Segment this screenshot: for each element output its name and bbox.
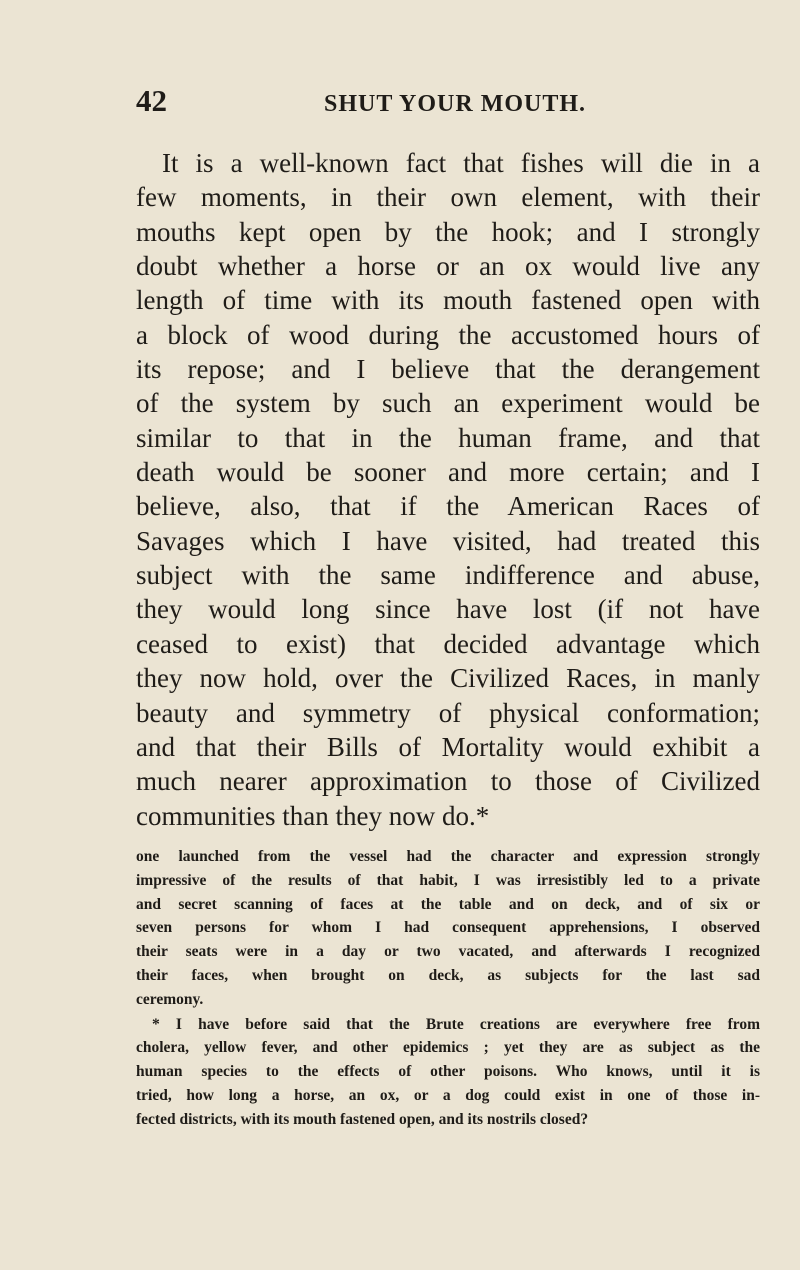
- footnote-line: one launched from the vessel had the character and expression strongly: [136, 848, 760, 865]
- body-line: and that their Bills of Mortality would exhibit a: [136, 731, 760, 762]
- footnote-line: fected districts, with its mouth fastened open, and its nostrils closed?: [136, 1110, 589, 1128]
- body-line: much nearer approximation to those of Civilized: [136, 766, 760, 797]
- body-line: It is a well-known fact that fishes will die in a: [162, 148, 760, 178]
- body-line: similar to that in the human frame, and that: [136, 422, 760, 453]
- body-paragraph: [136, 146, 760, 833]
- body-line: they now hold, over the Civilized Races, in manly: [136, 663, 760, 694]
- body-line: doubt whether a horse or an ox would live any: [136, 251, 760, 282]
- body-line: believe, also, that if the American Races of: [136, 491, 760, 522]
- footnote-line: ceremony.: [136, 990, 204, 1008]
- body-line: of the system by such an experiment would be: [136, 388, 760, 419]
- footnote-line: and secret scanning of faces at the table and on deck, and of six or: [136, 895, 760, 913]
- body-line: length of time with its mouth fastened open with: [136, 285, 760, 316]
- footnote-line: human species to the effects of other poisons. Who knows, until it is: [136, 1063, 760, 1081]
- page-header: [136, 84, 760, 124]
- footnotes: [136, 845, 760, 1132]
- body-line: mouths kept open by the hook; and I strongly: [136, 216, 760, 247]
- body-line: death would be sooner and more certain; and I: [136, 457, 760, 488]
- body-line: beauty and symmetry of physical conformation;: [136, 697, 760, 728]
- running-head: SHUT YOUR MOUTH.: [324, 91, 587, 117]
- footnote-line: cholera, yellow fever, and other epidemics ; yet they are as subject as the: [136, 1039, 760, 1057]
- footnote-line: tried, how long a horse, an ox, or a dog could exist in one of those in-: [136, 1086, 760, 1104]
- body-line: they would long since have lost (if not have: [136, 594, 760, 625]
- footnote-line: their faces, when brought on deck, as subjects for the last sad: [136, 966, 760, 984]
- footnote-line: their seats were in a day or two vacated, and afterwards I recognized: [136, 943, 760, 961]
- footnote-line: seven persons for whom I had consequent apprehensions, I observed: [136, 919, 760, 937]
- body-line: subject with the same indifference and abuse,: [136, 560, 760, 591]
- page-number: 42: [136, 83, 167, 118]
- footnote-continued: [136, 845, 760, 1012]
- body-line: few moments, in their own element, with their: [136, 182, 760, 213]
- body-line: ceased to exist) that decided advantage which: [136, 628, 760, 659]
- body-line: Savages which I have visited, had treated this: [136, 525, 760, 556]
- body-line: communities than they now do.*: [136, 800, 490, 831]
- body-line: its repose; and I believe that the derangement: [136, 354, 760, 385]
- footnote-line: impressive of the results of that habit, I was irresistibly led to a private: [136, 871, 760, 889]
- footnote-asterisk: [136, 1013, 760, 1132]
- body-line: a block of wood during the accustomed hours of: [136, 319, 760, 350]
- footnote-line: * I have before said that the Brute creations are everywhere free from: [152, 1015, 760, 1033]
